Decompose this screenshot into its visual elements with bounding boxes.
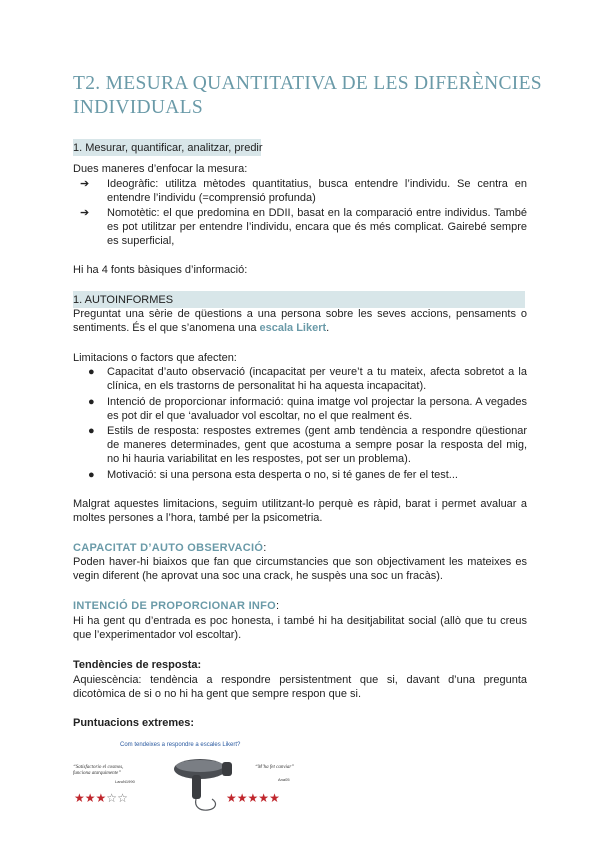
intencio-text: Hi ha gent qu d’entrada es poc honesta, i també hi ha desitjabilitat social (allò que tu creus que l’experimentador vol escoltar). [73,615,527,641]
paragraph [73,307,527,335]
bullet-icon: ● [88,425,95,437]
bullet-list-item [88,468,527,482]
right-star-rating [226,791,280,805]
list-item-text: Intenció de proporcionar informació: quina imatge vol projectar la persona. A vegades es pot dir el que ‘avaluador vol escoltar, no el que realment és. [107,396,527,422]
list-item-text: Capacitat d’auto observació (incapacitat per veure’t a tu mateix, afecta sobretot a la clínica, en els trastorns de personalitat hi ha aquesta incapacitat). [107,366,527,392]
right-review-quote: “M’ha fet canviar” [255,765,295,770]
tendencies-heading: Tendències de resposta: [73,659,202,671]
capacitat-text: Poden haver-hi biaixos que fan que circumstancies que son objectivament les mateixes es vegin diferent (he aprovat una soc una crack, he suspès una soc un fracàs). [73,556,527,582]
intro-text: Dues maneres d’enfocar la mesura: [73,163,248,175]
bullet-icon: ● [88,396,95,408]
tendencies-text: Aquiescència: tendència a respondre persistentment que si, davant d’una pregunta dicotòmica de si o no hi ha gent que sempre respon que si. [73,674,527,700]
filled-star-icon: ★ [95,791,107,805]
list-item-text: Motivació: si una persona esta desperta o no, si té ganes de fer el test... [107,469,458,481]
right-review-author: Ana05 [278,777,290,782]
filled-star-icon: ★ [74,791,85,805]
filled-star-icon: ★ [84,791,96,805]
list-item-text: Nomotètic: el que predomina en DDII, basat en la comparació entre individus. També es pot utilitzar per entendre l’individu, encara que és més complicat. Gairebé sempre es superficial, [107,207,527,247]
bullet-icon: ● [88,366,95,378]
paragraph-text: Preguntat una sèrie de qüestions a una persona sobre les seves accions, pensaments o sentiments. És el que s’anomena una [73,308,527,334]
paragraph-text: . [326,322,330,334]
filled-star-icon: ★ [226,791,237,805]
arrow-list-item [80,206,527,248]
arrow-icon: ➔ [80,178,90,190]
list-item-text: Ideogràfic: utilitza mètodes quantitatius, busca entendre l’individu. Se centra en entendre l’individu (=comprensió profunda) [107,178,527,204]
empty-star-icon: ☆ [106,791,118,805]
filled-star-icon: ★ [236,791,248,805]
left-review-quote: “Satisfactorio el cosmos, funciona atarquimente” [73,765,124,776]
capacitat-heading [73,541,267,555]
section-heading: 1. Mesurar, quantificar, analitzar, predir [73,142,263,154]
arrow-icon: ➔ [80,207,90,219]
heading-colon: : [263,542,267,554]
heading-colon: : [276,600,280,612]
bullet-list-item [88,424,527,466]
list-item-text: Estils de resposta: respostes extremes (gent amb tendència a respondre qüestionar de maneres determinades, gent que acostuma a sempre posar la resposta del mig, no hi hauria variabilitat en les respostes, pot ser un problema). [107,425,527,465]
intencio-heading [73,599,279,613]
page-title: T2. MESURA QUANTITATIVA DE LES DIFERÈNCIES INDIVIDUALS [73,73,542,118]
arrow-list-item [80,177,527,205]
bullet-list-item [88,365,527,393]
bullet-list-item [88,395,527,423]
left-review-author: LaruN1990 [115,779,135,784]
section-heading: 1. AUTOINFORMES [73,294,174,306]
bullet-icon: ● [88,469,95,481]
empty-star-icon: ☆ [117,791,128,805]
likert-link[interactable]: escala Likert [259,322,327,334]
filled-star-icon: ★ [247,791,259,805]
intencio-heading-text: INTENCIÓ DE PROPORCIONAR INFO [73,600,277,612]
conclusion-text: Malgrat aquestes limitacions, seguim utilitzant-lo perquè es ràpid, barat i permet avaluar a moltes persones a l’hora, també per la psicometria. [73,498,527,524]
filled-star-icon: ★ [269,791,280,805]
capacitat-heading-text: CAPACITAT D’AUTO OBSERVACIÓ [73,542,264,554]
limits-intro: Limitacions o factors que afecten: [73,352,237,364]
likert-figure [70,735,320,815]
left-star-rating [74,791,128,805]
puntuacions-heading: Puntuacions extremes: [73,717,195,729]
figure-caption: Com tendeixes a respondre a escales Likert? [120,742,241,748]
filled-star-icon: ★ [258,791,270,805]
fonts-text: Hi ha 4 fonts bàsiques d’informació: [73,264,248,276]
